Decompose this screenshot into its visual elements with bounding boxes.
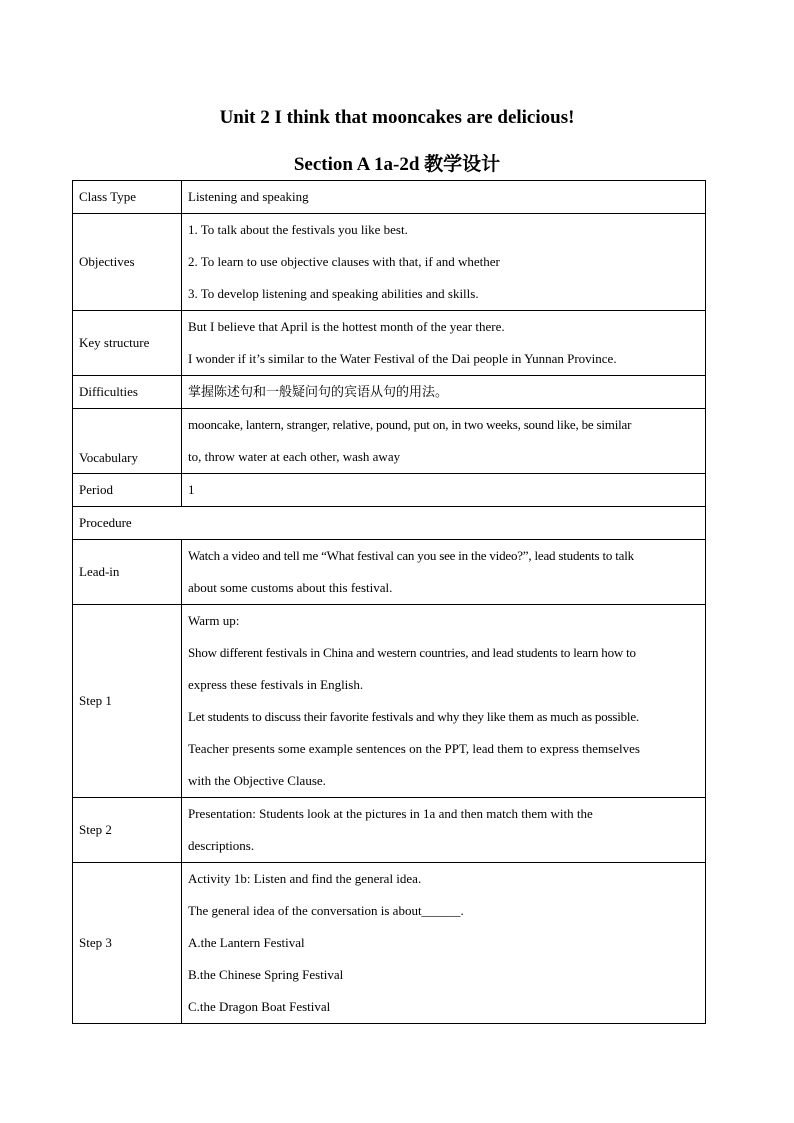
row-label: Step 2 bbox=[73, 798, 182, 863]
table-row bbox=[73, 474, 706, 507]
content-line: But I believe that April is the hottest month of the year there. bbox=[188, 319, 505, 334]
content-line: Listening and speaking bbox=[188, 189, 309, 204]
content-line: to, throw water at each other, wash away bbox=[188, 449, 401, 464]
row-label bbox=[73, 507, 706, 540]
table-row bbox=[73, 540, 706, 605]
content-line: 掌握陈述句和一般疑问句的宾语从句的用法。 bbox=[188, 384, 449, 399]
content-line: about some customs about this festival. bbox=[188, 580, 393, 595]
content-line: Show different festivals in China and western countries, and lead students to learn how to bbox=[188, 645, 636, 660]
row-label: Period bbox=[73, 474, 182, 507]
content-line: Activity 1b: Listen and find the general idea. bbox=[188, 871, 422, 886]
table-row bbox=[73, 311, 706, 376]
content-line: The general idea of the conversation is about______. bbox=[188, 903, 464, 918]
content-line: Warm up: bbox=[188, 613, 240, 628]
row-label: Difficulties bbox=[73, 376, 182, 409]
table-row bbox=[73, 863, 706, 1024]
content-line: mooncake, lantern, stranger, relative, pound, put on, in two weeks, sound like, be similar bbox=[188, 417, 632, 432]
document-title: Unit 2 I think that mooncakes are delicious! bbox=[219, 107, 575, 128]
table-row bbox=[73, 605, 706, 798]
table-row bbox=[73, 409, 706, 474]
row-content bbox=[182, 540, 706, 605]
content-line: descriptions. bbox=[188, 838, 255, 853]
content-line: with the Objective Clause. bbox=[188, 773, 326, 788]
table-row bbox=[73, 798, 706, 863]
row-content bbox=[182, 798, 706, 863]
row-content bbox=[182, 409, 706, 474]
content-line: B.the Chinese Spring Festival bbox=[188, 967, 344, 982]
content-line: Watch a video and tell me “What festival can you see in the video?”, lead students to talk bbox=[188, 548, 634, 563]
lesson-plan-table bbox=[72, 180, 706, 1024]
table-row bbox=[73, 507, 706, 540]
row-content bbox=[182, 214, 706, 311]
row-content bbox=[182, 181, 706, 214]
content-line: 3. To develop listening and speaking abilities and skills. bbox=[188, 286, 479, 301]
row-content bbox=[182, 605, 706, 798]
table-row bbox=[73, 181, 706, 214]
content-line: C.the Dragon Boat Festival bbox=[188, 999, 331, 1014]
row-label: Step 3 bbox=[73, 863, 182, 1024]
row-label: Vocabulary bbox=[73, 409, 182, 474]
row-content bbox=[182, 311, 706, 376]
row-content bbox=[182, 863, 706, 1024]
content-line: Let students to discuss their favorite festivals and why they like them as much as possible. bbox=[188, 709, 639, 724]
row-label: Step 1 bbox=[73, 605, 182, 798]
content-line: Presentation: Students look at the pictures in 1a and then match them with the bbox=[188, 806, 593, 821]
content-line: 1 bbox=[188, 482, 195, 497]
table-row bbox=[73, 376, 706, 409]
content-line: express these festivals in English. bbox=[188, 677, 364, 692]
table-row bbox=[73, 214, 706, 311]
content-line: Teacher presents some example sentences on the PPT, lead them to express themselves bbox=[188, 741, 640, 756]
row-label: Class Type bbox=[73, 181, 182, 214]
row-content bbox=[182, 474, 706, 507]
content-line: 2. To learn to use objective clauses with that, if and whether bbox=[188, 254, 500, 269]
document-subtitle: Section A 1a-2d 教学设计 bbox=[293, 154, 501, 175]
row-label: Lead-in bbox=[73, 540, 182, 605]
content-line: A.the Lantern Festival bbox=[188, 935, 305, 950]
row-label-text: Procedure bbox=[79, 515, 132, 530]
row-label: Key structure bbox=[73, 311, 182, 376]
row-content bbox=[182, 376, 706, 409]
content-line: 1. To talk about the festivals you like best. bbox=[188, 222, 408, 237]
row-label: Objectives bbox=[73, 214, 182, 311]
content-line: I wonder if it’s similar to the Water Festival of the Dai people in Yunnan Province. bbox=[188, 351, 617, 366]
